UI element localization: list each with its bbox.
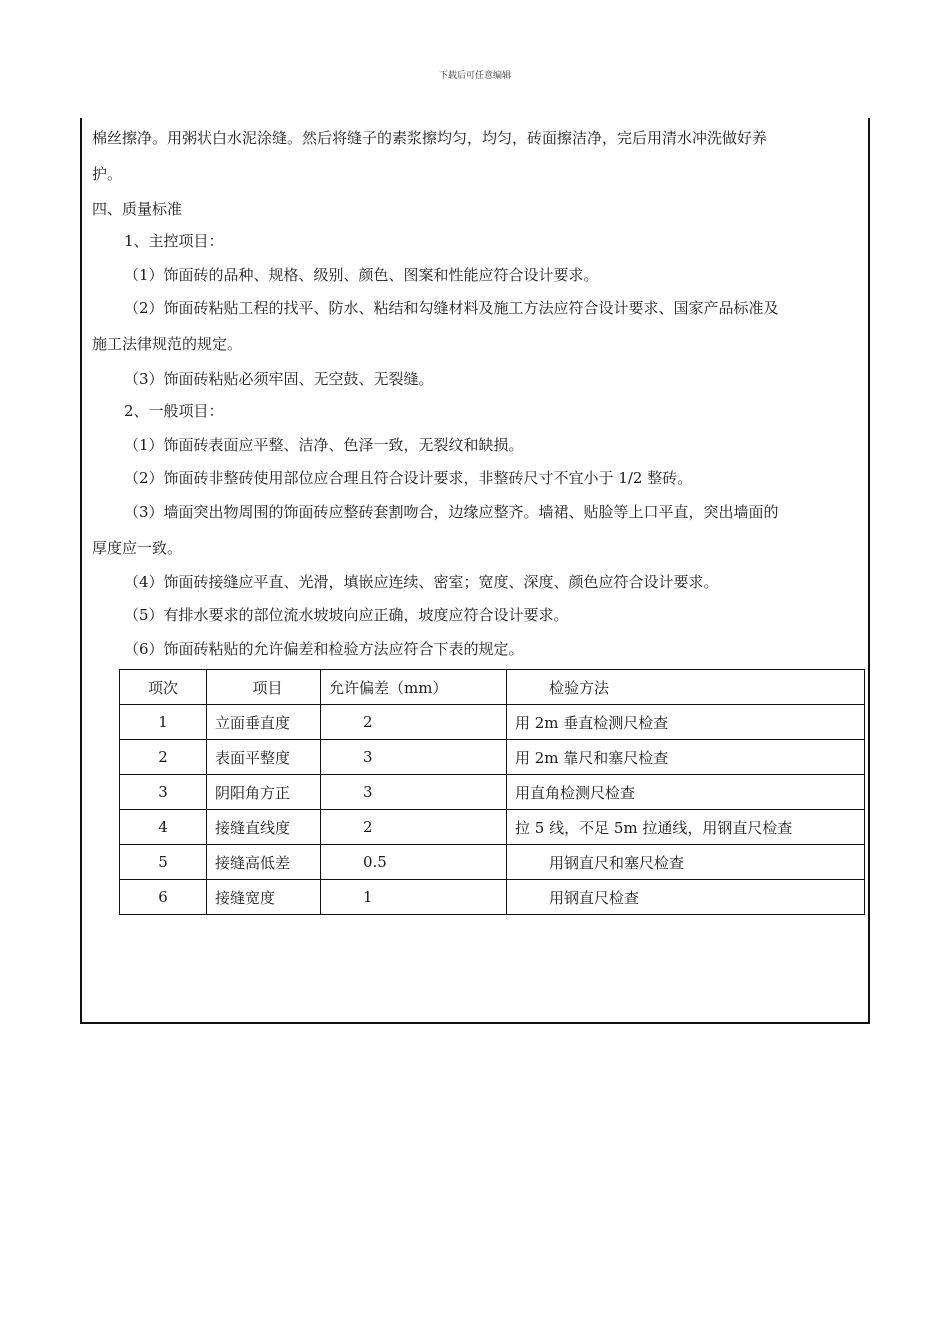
cell-tolerance: 1 — [321, 880, 507, 915]
cell-tolerance: 3 — [321, 775, 507, 810]
cell-item: 阴阳角方正 — [207, 775, 321, 810]
cell-method: 用钢直尺和塞尺检查 — [507, 845, 865, 880]
cell-item: 立面垂直度 — [207, 705, 321, 740]
paragraph-line: （2）饰面砖非整砖使用部位应合理且符合设计要求，非整砖尺寸不宜小于 1/2 整砖。 — [124, 469, 693, 487]
cell-tolerance: 0.5 — [321, 845, 507, 880]
cell-method: 用直角检测尺检查 — [507, 775, 865, 810]
table-row — [120, 740, 865, 775]
paragraph-line: （1）饰面砖表面应平整、洁净、色泽一致，无裂纹和缺损。 — [124, 436, 524, 454]
cell-method: 拉 5 线，不足 5m 拉通线，用钢直尺检查 — [507, 810, 865, 845]
header-cell-method: 检验方法 — [507, 670, 865, 705]
paragraph-line: （3）饰面砖粘贴必须牢固、无空鼓、无裂缝。 — [124, 370, 434, 388]
table-row — [120, 705, 865, 740]
subsection-heading: 2、一般项目： — [124, 402, 224, 420]
cell-method: 用 2m 垂直检测尺检查 — [507, 705, 865, 740]
cell-idx: 2 — [120, 740, 207, 775]
cell-method: 用 2m 靠尺和塞尺检查 — [507, 740, 865, 775]
paragraph-line: （2）饰面砖粘贴工程的找平、防水、粘结和勾缝材料及施工方法应符合设计要求、国家产品标准及 — [124, 299, 779, 317]
paragraph-line: 施工法律规范的规定。 — [92, 335, 243, 353]
cell-idx: 4 — [120, 810, 207, 845]
cell-method: 用钢直尺检查 — [507, 880, 865, 915]
paragraph-line: （1）饰面砖的品种、规格、级别、颜色、图案和性能应符合设计要求。 — [124, 266, 599, 284]
cell-tolerance: 3 — [321, 740, 507, 775]
paragraph-line: （4）饰面砖接缝应平直、光滑，填嵌应连续、密室；宽度、深度、颜色应符合设计要求。 — [124, 573, 719, 591]
table-row — [120, 880, 865, 915]
header-note: 下载后可任意编辑 — [438, 71, 511, 81]
header-cell-item: 项目 — [207, 670, 321, 705]
cell-idx: 3 — [120, 775, 207, 810]
header-cell-tolerance: 允许偏差（mm） — [321, 670, 507, 705]
cell-idx: 1 — [120, 705, 207, 740]
paragraph-line: 棉丝擦净。用粥状白水泥涂缝。然后将缝子的素浆擦均匀，均匀，砖面擦洁净，完后用清水冲洗做好养 — [92, 129, 768, 147]
cell-item: 表面平整度 — [207, 740, 321, 775]
header-cell-idx: 项次 — [120, 670, 207, 705]
section-heading: 四、质量标准 — [92, 200, 183, 218]
table-row — [120, 845, 865, 880]
paragraph-line: 厚度应一致。 — [92, 539, 183, 557]
table-row — [120, 810, 865, 845]
cell-tolerance: 2 — [321, 810, 507, 845]
document-frame — [80, 118, 870, 1024]
cell-tolerance: 2 — [321, 705, 507, 740]
paragraph-line: （3）墙面突出物周围的饰面砖应整砖套割吻合，边缘应整齐。墙裙、贴脸等上口平直，突出墙面的 — [124, 503, 779, 521]
cell-idx: 6 — [120, 880, 207, 915]
cell-item: 接缝宽度 — [207, 880, 321, 915]
paragraph-line: （5）有排水要求的部位流水坡坡向应正确，坡度应符合设计要求。 — [124, 606, 569, 624]
table-header-row — [120, 670, 865, 705]
table-row — [120, 775, 865, 810]
cell-item: 接缝直线度 — [207, 810, 321, 845]
subsection-heading: 1、主控项目： — [124, 232, 224, 250]
paragraph-line: （6）饰面砖粘贴的允许偏差和检验方法应符合下表的规定。 — [124, 640, 524, 658]
cell-item: 接缝高低差 — [207, 845, 321, 880]
cell-idx: 5 — [120, 845, 207, 880]
paragraph-line: 护。 — [92, 165, 123, 183]
tolerance-table — [119, 669, 865, 915]
